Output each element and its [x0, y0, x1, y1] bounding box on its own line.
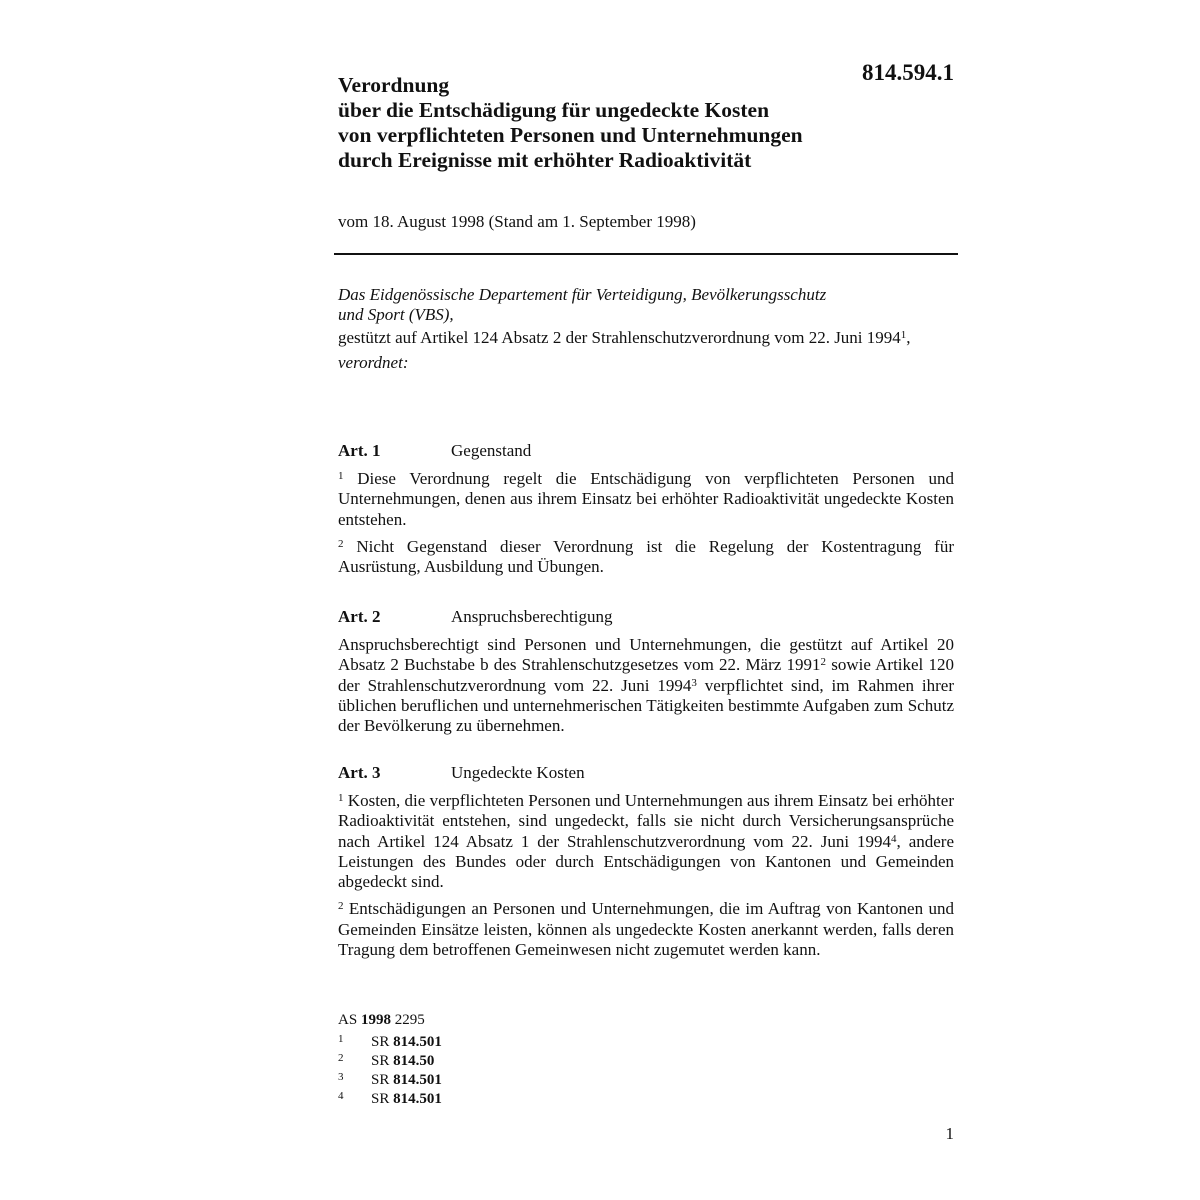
document-title [338, 73, 938, 173]
footnote-ref: 3 [691, 676, 697, 689]
footnote-number: 2 [338, 1052, 344, 1064]
paragraph-text: sowie Artikel 120 der Strahlenschutzverordnung vom 22. Juni 1994 [338, 655, 954, 695]
footnote-ref-number: 814.501 [393, 1034, 442, 1050]
article-heading [338, 441, 954, 461]
paragraph-number: 2 [338, 900, 344, 913]
footnote-item [338, 1050, 442, 1069]
footnote-item [338, 1069, 442, 1088]
title-line: durch Ereignisse mit erhöhter Radioaktivität [338, 148, 752, 172]
article-number: Art. 3 [338, 763, 381, 782]
footnote-item [338, 1088, 442, 1107]
title-line: von verpflichteten Personen und Unternehmungen [338, 123, 803, 147]
as-year: 1998 [360, 1012, 391, 1028]
article-paragraph [338, 469, 954, 530]
paragraph-text: Anspruchsberechtigt sind Personen und Unternehmungen, die gestützt auf Artikel 20 Absatz 2 Buchstabe b des Strahlenschutzgesetzes vom 22. März 1991 [338, 635, 954, 675]
paragraph-text: Entschädigungen an Personen und Unternehmungen, die im Auftrag von Kantonen und Gemeinden Einsätze leisten, können als ungedeckte Kosten anerkannt werden, falls deren Tragung dem betroffenen Gemeinwesen nicht zugemutet werden kann. [338, 899, 954, 960]
paragraph-text: verpflichtet sind, im Rahmen ihrer üblichen beruflichen und unternehmerischen Tätigkeiten bestimmte Aufgaben zum Schutz der Bevölkerung zu übernehmen. [338, 675, 954, 736]
preamble-ordains: verordnet: [338, 352, 409, 372]
footnote-ref: 2 [820, 656, 827, 669]
title-line: über die Entschädigung für ungedeckte Kosten [338, 98, 770, 122]
article-paragraph [338, 899, 954, 960]
article-number: Art. 1 [338, 441, 381, 460]
footnote-item [338, 1031, 442, 1050]
sr-number: 814.594.1 [862, 60, 954, 85]
issuer-line: Das Eidgenössische Departement für Verteidigung, Bevölkerungsschutz [338, 285, 827, 304]
paragraph-number: 2 [338, 537, 344, 550]
date-line: vom 18. August 1998 (Stand am 1. September 1998) [338, 212, 696, 231]
footnotes [338, 1012, 442, 1107]
article-title: Ungedeckte Kosten [451, 763, 585, 782]
article-paragraph [338, 635, 954, 736]
official-compilation-ref [338, 1012, 442, 1028]
paragraph-text: Diese Verordnung regelt die Entschädigung von verpflichteten Personen und Unternehmungen, denen aus ihrem Einsatz bei erhöhter Radioaktivität ungedeckte Kosten entstehen. [338, 469, 954, 529]
footnote-ref-number: 814.501 [393, 1091, 442, 1107]
issuer-line: und Sport (VBS), [338, 305, 454, 325]
title-line: Verordnung [338, 73, 450, 97]
footnote-ref-number: 814.501 [393, 1072, 442, 1088]
article-heading [338, 763, 954, 783]
article-paragraph [338, 537, 954, 578]
preamble-legal-basis [338, 328, 958, 348]
footnote-number: 4 [338, 1090, 344, 1102]
footnote-ref: 1 [900, 328, 907, 341]
article-number: Art. 2 [338, 607, 381, 626]
article-3 [338, 763, 954, 967]
footnote-prefix: SR [371, 1091, 390, 1107]
basis-end: , [906, 327, 911, 347]
page-number: 1 [945, 1124, 954, 1143]
horizontal-divider [334, 253, 958, 255]
article-title: Gegenstand [451, 441, 532, 460]
as-prefix: AS [338, 1012, 358, 1028]
paragraph-text: Nicht Gegenstand dieser Verordnung ist die Regelung der Kostentragung für Ausrüstung, Ausbildung und Übungen. [338, 536, 954, 577]
article-paragraph [338, 791, 954, 892]
footnote-prefix: SR [371, 1072, 390, 1088]
footnote-number: 3 [338, 1071, 344, 1083]
preamble-issuer [338, 285, 958, 326]
paragraph-number: 1 [338, 470, 344, 482]
paragraph-text: , andere Leistungen des Bundes oder durch Entschädigungen von Kantonen und Gemeinden abgedeckt sind. [338, 831, 954, 892]
basis-text: gestützt auf Artikel 124 Absatz 2 der Strahlenschutzverordnung vom 22. Juni 1994 [338, 327, 901, 347]
paragraph-number: 1 [338, 792, 344, 804]
article-heading [338, 607, 954, 627]
article-2 [338, 607, 954, 743]
article-title: Anspruchsberechtigung [451, 607, 613, 626]
footnote-prefix: SR [371, 1034, 390, 1050]
footnote-ref-number: 814.50 [393, 1053, 435, 1069]
footnote-number: 1 [338, 1033, 344, 1045]
paragraph-text: Kosten, die verpflichteten Personen und Unternehmungen aus ihrem Einsatz bei erhöhter Radioaktivität entstehen, sind ungedeckt, falls sie nicht durch Versicherungsansprüche nach Artikel 124 Absatz 1 der Strahlenschutzverordnung vom 22. Juni 1994 [338, 791, 954, 851]
article-1 [338, 441, 954, 584]
as-page: 2295 [394, 1012, 425, 1028]
footnote-ref: 4 [891, 832, 897, 845]
footnote-prefix: SR [371, 1053, 390, 1069]
preamble [338, 285, 958, 373]
